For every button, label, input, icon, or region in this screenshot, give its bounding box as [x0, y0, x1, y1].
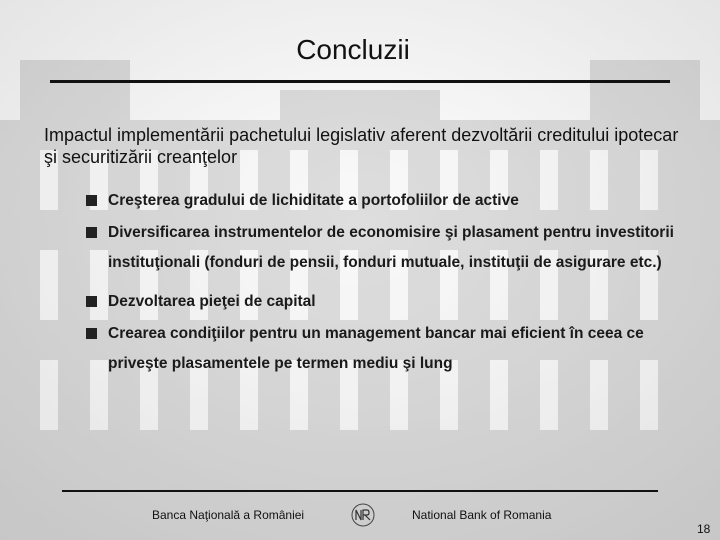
bullet-text: Crearea condiţiilor pentru un management bancar mai eficient în ceea ce priveşte plasamentele pe termen mediu şi lung — [108, 325, 644, 372]
title-divider — [50, 80, 670, 83]
page-number: 18 — [697, 522, 711, 536]
footer-bank-name-ro: Banca Naţională a României — [152, 508, 305, 522]
bullet-text: Dezvoltarea pieţei de capital — [108, 293, 316, 310]
footer-bank-name-en: National Bank of Romania — [412, 508, 552, 522]
bullet-item — [86, 218, 686, 278]
bullet-square-icon — [86, 296, 97, 307]
bullet-item — [86, 186, 686, 216]
footer-divider — [62, 490, 658, 492]
slide-heading: Impactul implementării pachetului legislativ aferent dezvoltării creditului ipotecar şi securitizării creanţelor — [44, 125, 679, 167]
bnr-monogram-icon — [350, 502, 376, 528]
bullet-square-icon — [86, 227, 97, 238]
bullet-item — [86, 319, 686, 379]
bullet-list — [86, 186, 686, 388]
bullet-text: Diversificarea instrumentelor de economisire şi plasament pentru investitorii instituţionali (fonduri de pensii, fonduri mutuale, instituţii de asigurare etc.) — [108, 224, 674, 271]
bullet-item — [86, 287, 686, 317]
bullet-text: Creşterea gradului de lichiditate a portofoliilor de active — [108, 192, 519, 209]
bullet-square-icon — [86, 195, 97, 206]
slide-title: Concluzii — [296, 34, 410, 65]
bullet-square-icon — [86, 328, 97, 339]
